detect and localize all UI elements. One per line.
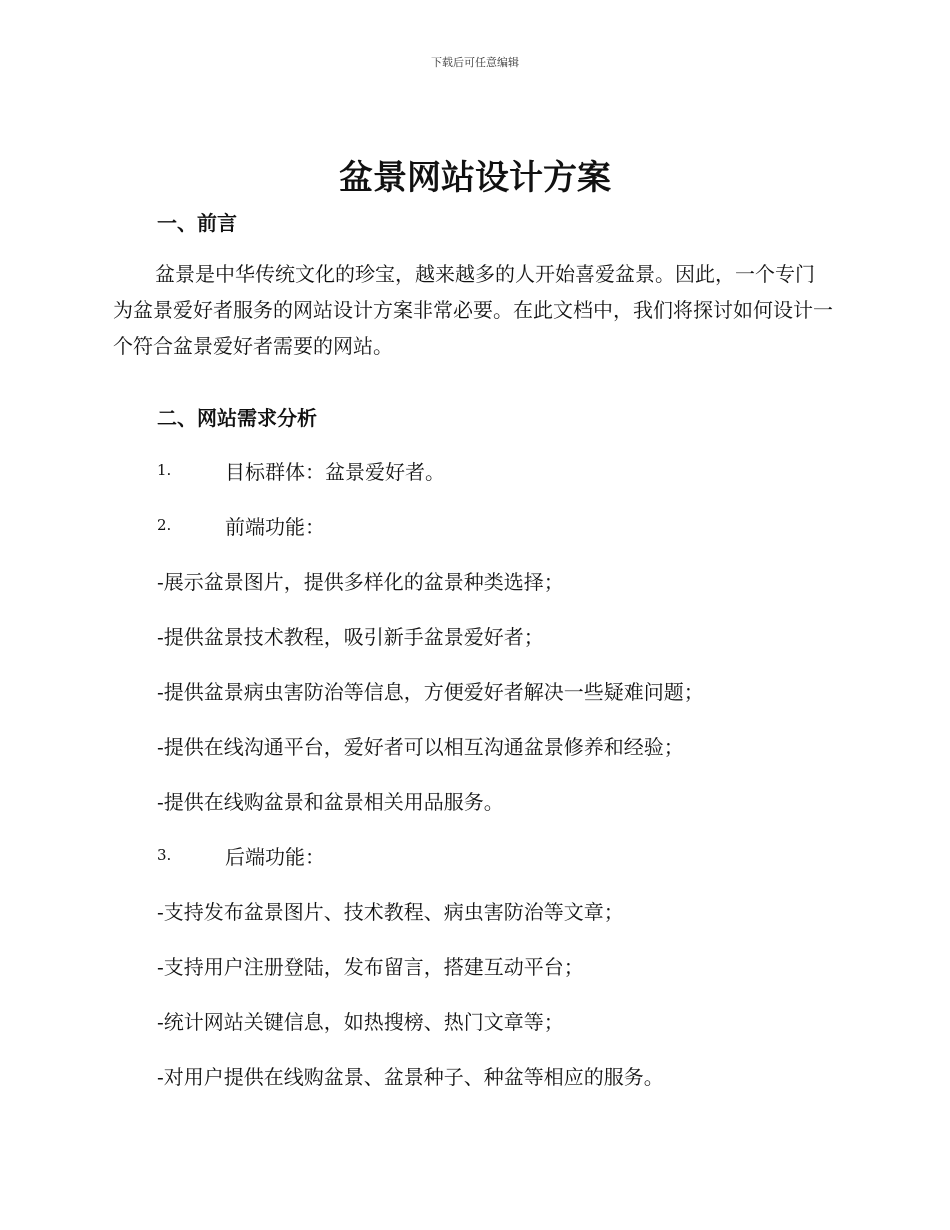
preface-paragraph-text: 盆景是中华传统文化的珍宝，越来越多的人开始喜爱盆景。因此，一个专门为盆景爱好者服务的网站设计方案非常必要。在此文档中，我们将探讨如何设计一个符合盆景爱好者需要的网站。 (113, 262, 833, 358)
list-number: 2. (157, 516, 172, 534)
frontend-feature-line: -提供盆景病虫害防治等信息，方便爱好者解决一些疑难问题； (157, 680, 704, 704)
frontend-feature-line: -提供在线沟通平台，爱好者可以相互沟通盆景修养和经验； (157, 735, 684, 759)
frontend-feature-line: -展示盆景图片，提供多样化的盆景种类选择； (157, 570, 564, 594)
list-number: 3. (157, 846, 172, 864)
list-item-backend: 后端功能： (225, 845, 325, 869)
section-heading-preface: 一、前言 (157, 211, 237, 235)
backend-feature-line: -支持发布盆景图片、技术教程、病虫害防治等文章； (157, 900, 624, 924)
backend-feature-line: -支持用户注册登陆，发布留言，搭建互动平台； (157, 955, 584, 979)
section-heading-requirements: 二、网站需求分析 (157, 406, 317, 430)
backend-feature-line: -对用户提供在线购盆景、盆景种子、种盆等相应的服务。 (157, 1065, 664, 1089)
backend-feature-line: -统计网站关键信息，如热搜榜、热门文章等； (157, 1010, 564, 1034)
frontend-feature-line: -提供盆景技术教程，吸引新手盆景爱好者； (157, 625, 544, 649)
list-item-frontend: 前端功能： (225, 515, 325, 539)
preface-paragraph (113, 256, 833, 364)
frontend-feature-line: -提供在线购盆景和盆景相关用品服务。 (157, 790, 504, 814)
list-item-target-group: 目标群体：盆景爱好者。 (225, 460, 445, 484)
header-note: 下载后可任意编辑 (431, 56, 519, 69)
list-number: 1. (157, 461, 172, 479)
document-title: 盆景网站设计方案 (339, 158, 611, 198)
